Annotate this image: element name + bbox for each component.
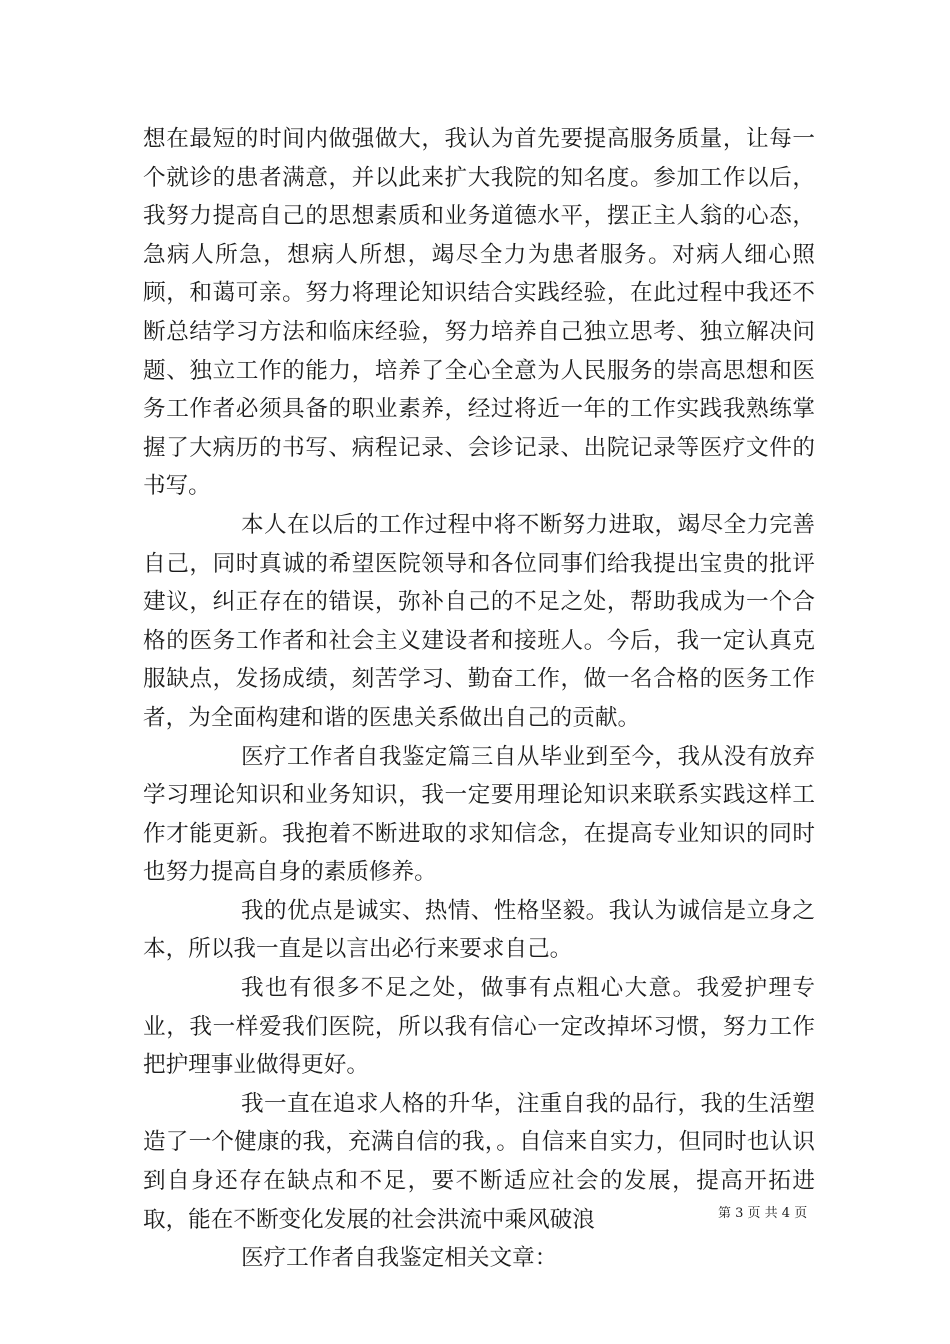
- paragraph-2: 本人在以后的工作过程中将不断努力进取，竭尽全力完善自己，同时真诚的希望医院领导和各位同事们给我提出宝贵的批评建议，纠正存在的错误，弥补自己的不足之处，帮助我成为一个合格的医务工作者和社会主义建设者和接班人。今后，我一定认真克服缺点，发扬成绩，刻苦学习、勤奋工作，做一名合格的医务工作者，为全面构建和谐的医患关系做出自己的贡献。: [143, 511, 815, 731]
- paragraph-1: 想在最短的时间内做强做大，我认为首先要提高服务质量，让每一个就诊的患者满意，并以此来扩大我院的知名度。参加工作以后，我努力提高自己的思想素质和业务道德水平，摆正主人翁的心态，急病人所急，想病人所想，竭尽全力为患者服务。对病人细心照顾，和蔼可亲。努力将理论知识结合实践经验，在此过程中我还不断总结学习方法和临床经验，努力培养自己独立思考、独立解决问题、独立工作的能力，培养了全心全意为人民服务的崇高思想和医务工作者必须具备的职业素养，经过将近一年的工作实践我熟练掌握了大病历的书写、病程记录、会诊记录、出院记录等医疗文件的书写。: [143, 126, 815, 500]
- paragraph-5: 我也有很多不足之处，做事有点粗心大意。我爱护理专业，我一样爱我们医院，所以我有信心一定改掉坏习惯，努力工作把护理事业做得更好。: [143, 975, 815, 1079]
- page-number-footer: 第 3 页 共 4 页: [718, 1206, 808, 1221]
- paragraph-7: 医疗工作者自我鉴定相关文章：: [241, 1245, 558, 1272]
- document-body: [143, 120, 815, 1278]
- paragraph-6: 我一直在追求人格的升华，注重自我的品行，我的生活塑造了一个健康的我，充满自信的我，。自信来自实力，但同时也认识到自身还存在缺点和不足，要不断适应社会的发展，提高开拓进取，能在不断变化发展的社会洪流中乘风破浪: [143, 1090, 815, 1233]
- paragraph-4: 我的优点是诚实、热情、性格坚毅。我认为诚信是立身之本，所以我一直是以言出必行来要求自己。: [143, 897, 815, 963]
- paragraph-3: 医疗工作者自我鉴定篇三自从毕业到至今，我从没有放弃学习理论知识和业务知识，我一定要用理论知识来联系实践这样工作才能更新。我抱着不断进取的求知信念，在提高专业知识的同时也努力提高自身的素质修养。: [143, 743, 815, 886]
